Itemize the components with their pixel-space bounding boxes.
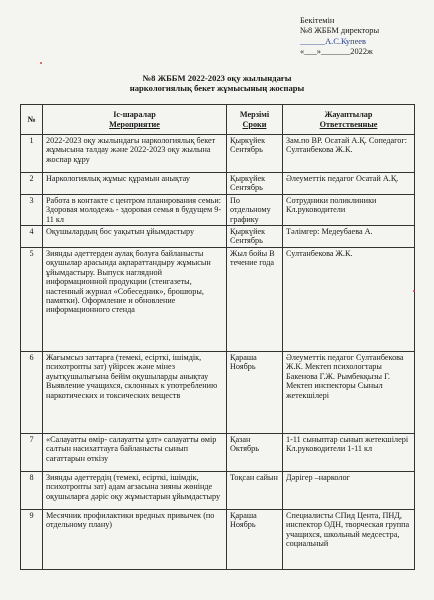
row-term: Қыркүйек Сентябрь xyxy=(227,226,283,248)
row-responsible: Султанбекова Ж.К. xyxy=(283,248,415,352)
row-num: 9 xyxy=(21,510,43,570)
table-row xyxy=(21,472,415,510)
row-term: Жыл бойы В течение года xyxy=(227,248,283,352)
row-responsible: 1-11 сыныптар сынып жетекшілері Кл.руководители 1-11 кл xyxy=(283,434,415,472)
row-term: Қараша Ноябрь xyxy=(227,510,283,570)
header-term-ru: Сроки xyxy=(242,119,267,129)
row-event: Месячник профилактики вредных привычек (по отдельному плану) xyxy=(43,510,227,570)
table-row xyxy=(21,248,415,352)
row-num: 5 xyxy=(21,248,43,352)
approval-line-approved: Бекітемін xyxy=(300,16,335,25)
row-event: 2022-2023 оқу жылындағы наркологиялық бекет жұмысына талдау және 2022-2023 оқу жылына жоспар құру xyxy=(43,135,227,173)
header-responsible xyxy=(283,105,415,135)
table-row xyxy=(21,194,415,225)
table-row xyxy=(21,510,415,570)
title-line-1: №8 ЖББМ 2022-2023 оқу жылындағы xyxy=(142,73,292,83)
row-responsible: Сотрудники поликлиники Кл.руководители xyxy=(283,194,415,225)
header-event-kz: Іс-шаралар xyxy=(113,110,156,120)
approval-line-date: «___»_______2022ж xyxy=(300,47,373,57)
row-responsible: Специалисты СПид Цента, ПНД, инспектор ОДН, творческая группа учащихся, школьный медсестра, социальный xyxy=(283,510,415,570)
table-row xyxy=(21,352,415,434)
row-event: Зиянды әдеттерден аулақ болуға байланысты оқушылар арасында ақпараттандыру жұмысын ұйымдастыру. Выпуск наглядной информационной продукции (стенгазеты, настенный журнал «Собеседник», брошюры, памятки). Оформление и обновление информационного стенда xyxy=(43,248,227,352)
header-term-kz: Мерзімі xyxy=(239,110,270,120)
row-term: Тоқсан сайын xyxy=(227,472,283,510)
row-num: 3 xyxy=(21,194,43,225)
approval-block xyxy=(300,16,379,58)
row-event: «Салауатты өмір- салауатты ұлт» салауатты өмір салтын насихаттауға байланысты сынып сағаттарын өткізу xyxy=(43,434,227,472)
table-header-row xyxy=(21,105,415,135)
document-title xyxy=(0,73,434,94)
plan-table xyxy=(20,104,415,570)
row-responsible: Әлеуметтік педагог Султанбекова Ж.К. Мектеп психологтары Бакенова Г.Ж. Рымбекқызы Г. Мектеп инспекторы Сыныл жетекшілері xyxy=(283,352,415,434)
table-row xyxy=(21,173,415,195)
row-num: 8 xyxy=(21,472,43,510)
table-row xyxy=(21,135,415,173)
row-responsible: Әлеуметтік педагог Осатай А.Қ. xyxy=(283,173,415,195)
table-row xyxy=(21,226,415,248)
row-event: Наркологиялық жұмыс құрамын анықтау xyxy=(43,173,227,195)
row-term: Қазан Октябрь xyxy=(227,434,283,472)
row-term: По отдельному графику xyxy=(227,194,283,225)
row-num: 1 xyxy=(21,135,43,173)
row-event: Работа в контакте с центром планирования семьи: Здоровая молодежь - здоровая семья в будущем 9-11 кл xyxy=(43,194,227,225)
approval-line-signature: ______А.С.Купеев xyxy=(300,36,366,46)
row-num: 6 xyxy=(21,352,43,434)
row-event: Оқушылардың бос уақытын ұйымдастыру xyxy=(43,226,227,248)
row-responsible: Тәлімгер: Медеубаева А. xyxy=(283,226,415,248)
scan-speck xyxy=(413,290,415,292)
row-term: Қыркүйек Сентябрь xyxy=(227,135,283,173)
header-term xyxy=(227,105,283,135)
row-responsible: Дәрігер –нарколог xyxy=(283,472,415,510)
header-event-ru: Мероприятие xyxy=(109,119,160,129)
row-num: 2 xyxy=(21,173,43,195)
title-line-2: наркологиялық бекет жұмысының жоспары xyxy=(129,83,305,94)
row-term: Қараша Ноябрь xyxy=(227,352,283,434)
row-num: 4 xyxy=(21,226,43,248)
row-responsible: Зам.по ВР. Осатай А.Қ. Сопедагог: Султанбекова Ж.К. xyxy=(283,135,415,173)
header-num: № xyxy=(21,105,43,135)
approval-line-director: №8 ЖББМ директоры xyxy=(300,26,380,36)
header-resp-kz: Жауаптылар xyxy=(324,110,373,120)
row-num: 7 xyxy=(21,434,43,472)
scan-speck xyxy=(40,62,42,64)
row-event: Жағымсыз заттарға (темекі, есірткі, ішімдік, психотропты зат) үйірсек және мінез ауытқушылығына бейім оқушыларды анықтау Выявление учащихся, склонных к употреблению наркотических и токсических веществ xyxy=(43,352,227,434)
header-event xyxy=(43,105,227,135)
header-resp-ru: Ответственные xyxy=(319,119,378,129)
row-event: Зиянды әдеттердің (темекі, есірткі, ішімдік, психотропты зат) адам ағзасына зияны жөнінде оқушыларға дәріс оқу жұмыстарын ұйымдастыру xyxy=(43,472,227,510)
table-row xyxy=(21,434,415,472)
row-term: Қыркүйек Сентябрь xyxy=(227,173,283,195)
